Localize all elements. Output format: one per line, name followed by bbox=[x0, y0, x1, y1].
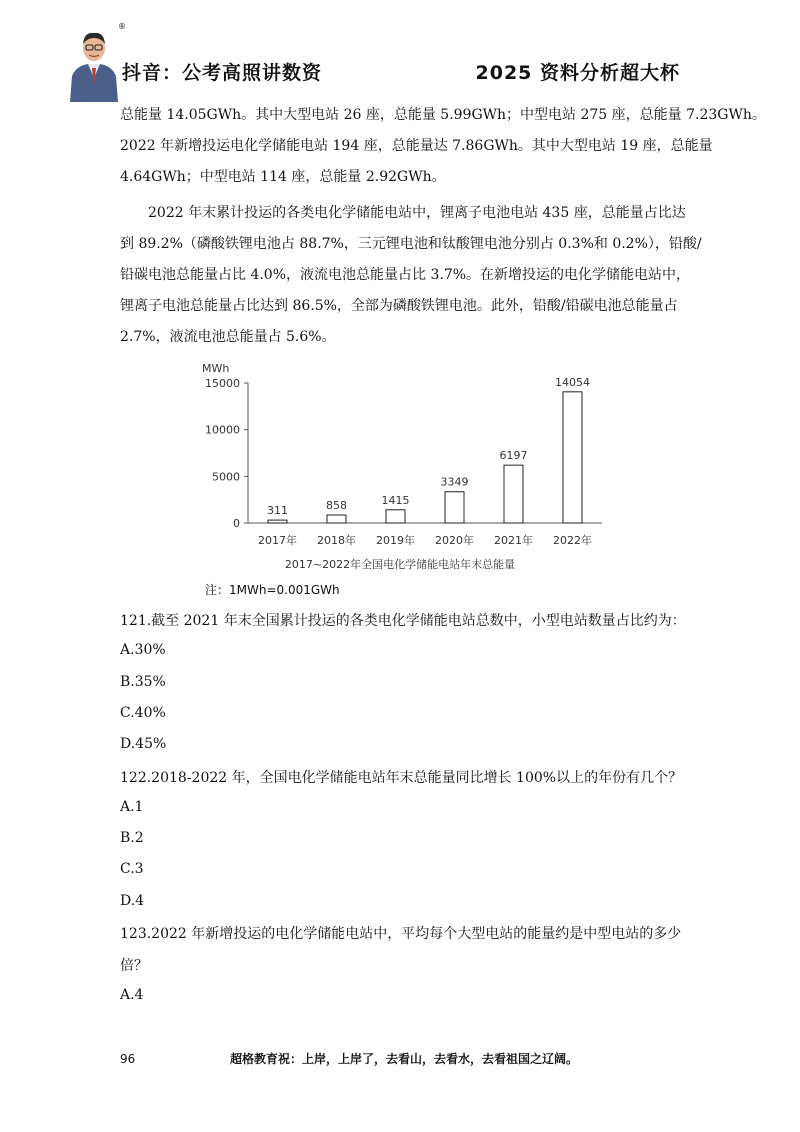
bar-value-label: 1415 bbox=[381, 493, 410, 507]
bar-value-label: 311 bbox=[267, 504, 288, 518]
body-line-2: 2022 年新增投运电化学储能电站 194 座，总能量达 7.86GWh。其中大型电站 19 座，总能量 bbox=[120, 138, 713, 154]
bar-value-label: 3349 bbox=[440, 475, 469, 489]
question-123-stem-line2: 倍？ bbox=[120, 958, 148, 974]
bar-value-label: 6197 bbox=[499, 449, 528, 463]
question-121-option-a: A.30% bbox=[120, 642, 166, 658]
body-line-8: 2.7%，液流电池总能量占 5.6%。 bbox=[120, 329, 336, 345]
bar-value-label: 14054 bbox=[555, 375, 590, 389]
bar bbox=[445, 492, 464, 523]
footer-motto: 超格教育祝：上岸，上岸了，去看山，去看水，去看祖国之辽阔。 bbox=[230, 1052, 579, 1066]
body-line-6: 铅碳电池总能量占比 4.0%，液流电池总能量占比 3.7%。在新增投运的电化学储能电站中， bbox=[120, 267, 691, 283]
unit-note: 注：1MWh=0.001GWh bbox=[205, 583, 340, 597]
question-121-option-b: B.35% bbox=[120, 674, 166, 690]
question-123-option-a: A.4 bbox=[120, 987, 144, 1003]
bar bbox=[327, 515, 346, 523]
x-tick-label: 2019年 bbox=[376, 534, 415, 547]
bar bbox=[504, 465, 523, 523]
y-axis-label: MWh bbox=[202, 362, 230, 375]
body-line-3: 4.64GWh；中型电站 114 座，总能量 2.92GWh。 bbox=[120, 169, 446, 185]
registered-mark: ® bbox=[118, 22, 126, 31]
body-line-1: 总能量 14.05GWh。其中大型电站 26 座，总能量 5.99GWh；中型电站 275 座，总能量 7.23GWh。 bbox=[120, 107, 766, 123]
page-number: 96 bbox=[120, 1052, 136, 1066]
header-right-title: 2025 资料分析超大杯 bbox=[475, 62, 680, 84]
energy-bar-chart bbox=[190, 356, 610, 578]
question-122-option-d: D.4 bbox=[120, 893, 145, 909]
bar bbox=[386, 510, 405, 523]
bar-value-label: 858 bbox=[326, 498, 347, 512]
author-avatar bbox=[66, 24, 122, 102]
y-tick-label: 5000 bbox=[212, 470, 240, 484]
y-tick-label: 10000 bbox=[205, 423, 240, 437]
x-tick-label: 2020年 bbox=[435, 534, 474, 547]
x-axis-title: 2017~2022年全国电化学储能电站年末总能量 bbox=[284, 558, 516, 571]
x-tick-label: 2017年 bbox=[258, 534, 297, 547]
question-123-stem-line1: 123.2022 年新增投运的电化学储能电站中，平均每个大型电站的能量约是中型电站的多少 bbox=[120, 926, 682, 942]
page-header bbox=[0, 0, 800, 100]
x-tick-label: 2018年 bbox=[317, 534, 356, 547]
body-line-7: 锂离子电池总能量占比达到 86.5%，全部为磷酸铁锂电池。此外，铅酸/铅碳电池总能量占 bbox=[120, 298, 678, 314]
question-122-option-c: C.3 bbox=[120, 861, 144, 877]
question-121-option-d: D.45% bbox=[120, 736, 167, 752]
y-tick-label: 0 bbox=[233, 517, 240, 530]
y-tick-label: 15000 bbox=[205, 377, 240, 390]
body-line-4: 2022 年末累计投运的各类电化学储能电站中，锂离子电池电站 435 座，总能量占比达 bbox=[148, 205, 686, 221]
question-122-option-a: A.1 bbox=[120, 799, 144, 815]
x-tick-label: 2022年 bbox=[553, 534, 592, 547]
body-line-5: 到 89.2%（磷酸铁锂电池占 88.7%，三元锂电池和钛酸锂电池分别占 0.3%和 0.2%），铅酸/ bbox=[120, 236, 702, 252]
header-left-title: 抖音：公考高照讲数资 bbox=[122, 62, 323, 84]
question-122-stem: 122.2018-2022 年，全国电化学储能电站年末总能量同比增长 100%以上的年份有几个？ bbox=[120, 770, 683, 786]
bar bbox=[268, 520, 287, 523]
question-122-option-b: B.2 bbox=[120, 830, 144, 846]
question-121-option-c: C.40% bbox=[120, 705, 166, 721]
bar bbox=[563, 392, 582, 523]
x-tick-label: 2021年 bbox=[494, 534, 533, 547]
question-121-stem: 121.截至 2021 年末全国累计投运的各类电化学储能电站总数中，小型电站数量占比约为： bbox=[120, 613, 686, 629]
